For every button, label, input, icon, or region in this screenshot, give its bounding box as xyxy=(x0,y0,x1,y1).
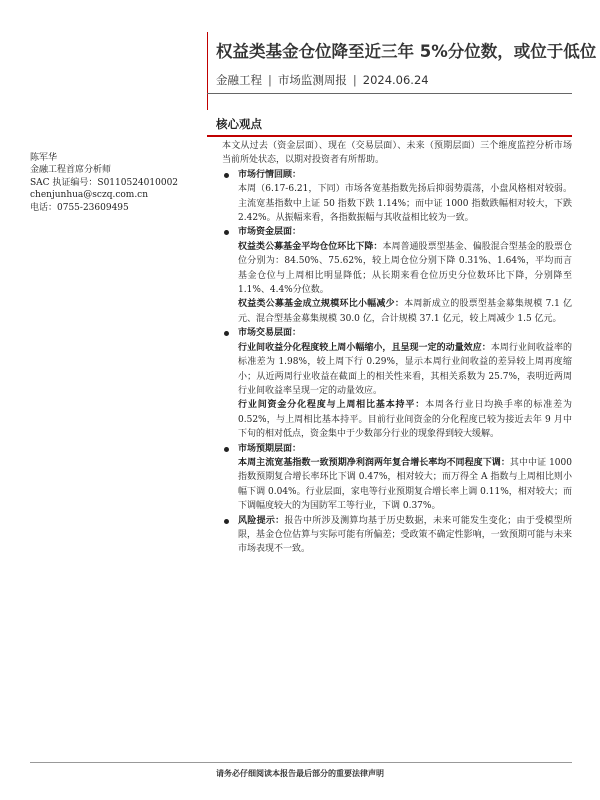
summary-intro: 本文从过去（资金层面）、现在（交易层面）、未来（预期层面）三个维度监控分析市场当前所处状态，以期对投资者有所帮助。 xyxy=(222,141,572,166)
item-body: 本周（6.17-6.21，下同）市场各宽基指数先扬后抑弱势震荡，小盘风格相对较弱。主流宽基指数中上证 50 指数下跌 1.14%；而中证 1000 指数跌幅相对较大，下跌 2.42%。从振幅来看，各指数振幅与其收益相比较为一致。 xyxy=(238,184,572,224)
item-subbody: 本周各行业日均换手率的标准差为 0.52%，与上周相比基本持平。目前行业间资金的分化程度已较为接近去年 9 月中下旬的相对低点，资金集中于少数部分行业的现象得到较大缓解。 xyxy=(238,400,572,440)
item-paragraph xyxy=(238,398,572,441)
item-heading: 市场交易层面： xyxy=(238,328,302,339)
item-subheading: 权益类公募基金平均仓位环比下降： xyxy=(238,241,383,252)
bullet-icon xyxy=(224,331,229,336)
bullet-icon xyxy=(224,519,229,524)
item-paragraph xyxy=(238,456,572,514)
footer-divider xyxy=(30,762,572,763)
author-sac: SAC 执证编号：S0110524010002 xyxy=(30,177,179,188)
author-phone: 电话：0755-23609495 xyxy=(30,202,129,213)
section-divider xyxy=(207,135,572,137)
header-accent-line xyxy=(207,32,208,110)
author-info xyxy=(30,152,178,214)
author-name: 陈军华 xyxy=(30,153,58,163)
report-type: 市场监测周报 xyxy=(277,73,347,87)
summary-item-funds xyxy=(222,225,572,326)
bullet-icon xyxy=(224,230,229,235)
report-date: 2024.06.24 xyxy=(362,73,429,87)
item-paragraph xyxy=(238,514,572,557)
summary-item-market-review xyxy=(222,168,572,226)
item-subheading: 行业间资金分化程度与上周相比基本持平： xyxy=(238,400,426,411)
summary-item-risk xyxy=(222,514,572,557)
header-divider xyxy=(207,93,572,94)
item-subbody: 本周行业间收益率的标准差为 1.98%，较上周下行 0.29%，显示本周行业间收益的差异较上周再度缩小；从近两周行业收益在截面上的相关性来看，其相关系数为 25.7%，表明近两周行业间收益率呈现一定的动量效应。 xyxy=(238,342,572,396)
item-subbody: 本周普通股票型基金、偏股混合型基金的股票仓位分别为：84.50%、75.62%，较上周仓位分别下降 0.31%、1.64%，平均而言基金仓位与上周相比明显降低；从长期来看仓位历史分位数环比下降，分别降至 1.1%、4.4%分位数。 xyxy=(238,241,572,296)
report-subtitle: 金融工程 | 市场监测周报 | 2024.06.24 xyxy=(216,73,429,87)
footer-disclaimer: 请务必仔细阅读本报告最后部分的重要法律声明 xyxy=(216,768,384,778)
section-title: 核心观点 xyxy=(216,117,262,131)
item-subheading: 行业间收益分化程度较上周小幅缩小，且呈现一定的动量效应： xyxy=(238,342,491,353)
item-subheading: 权益类公募基金成立规模环比小幅减少： xyxy=(238,299,405,310)
item-heading: 市场资金层面： xyxy=(238,227,302,238)
item-heading: 市场预期层面： xyxy=(238,443,302,454)
bullet-icon xyxy=(224,447,229,452)
item-paragraph xyxy=(238,341,572,399)
summary-item-trading xyxy=(222,326,572,441)
item-subbody: 本周新成立的股票型基金募集规模 7.1 亿元、混合型基金募集规模 30.0 亿，合计规模 37.1 亿元，较上周减少 1.5 亿元。 xyxy=(238,299,572,324)
item-subheading: 本周主流宽基指数一致预期净利润两年复合增长率均不同程度下调： xyxy=(238,457,510,468)
summary-content xyxy=(222,139,572,557)
report-category: 金融工程 xyxy=(216,73,262,87)
bullet-icon xyxy=(224,173,229,178)
item-body: 报告中所涉及测算均基于历史数据，未来可能发生变化；由于受模型所限，基金仓位估算与实际可能有所偏差；受政策不确定性影响，一致预期可能与未来市场表现不一致。 xyxy=(238,515,572,555)
author-role: 金融工程首席分析师 xyxy=(30,165,112,176)
author-email: chenjunhua@sczq.com.cn xyxy=(30,190,149,201)
item-paragraph xyxy=(238,297,572,326)
item-heading: 风险提示： xyxy=(238,515,285,526)
summary-item-expectations xyxy=(222,442,572,514)
report-title: 权益类基金仓位降至近三年 5%分位数，或位于低位 xyxy=(216,42,597,61)
item-paragraph xyxy=(238,240,572,298)
item-heading: 市场行情回顾： xyxy=(238,169,302,180)
item-subbody: 其中中证 1000 指数预期复合增长率环比下调 0.47%，相对较大；而万得全 A 指数与上周相比则小幅下调 0.04%。行业层面，家电等行业预期复合增长率上调 0.11%，相对较大；而下调幅度较大的为国防军工等行业，下调 0.37%。 xyxy=(238,457,572,512)
